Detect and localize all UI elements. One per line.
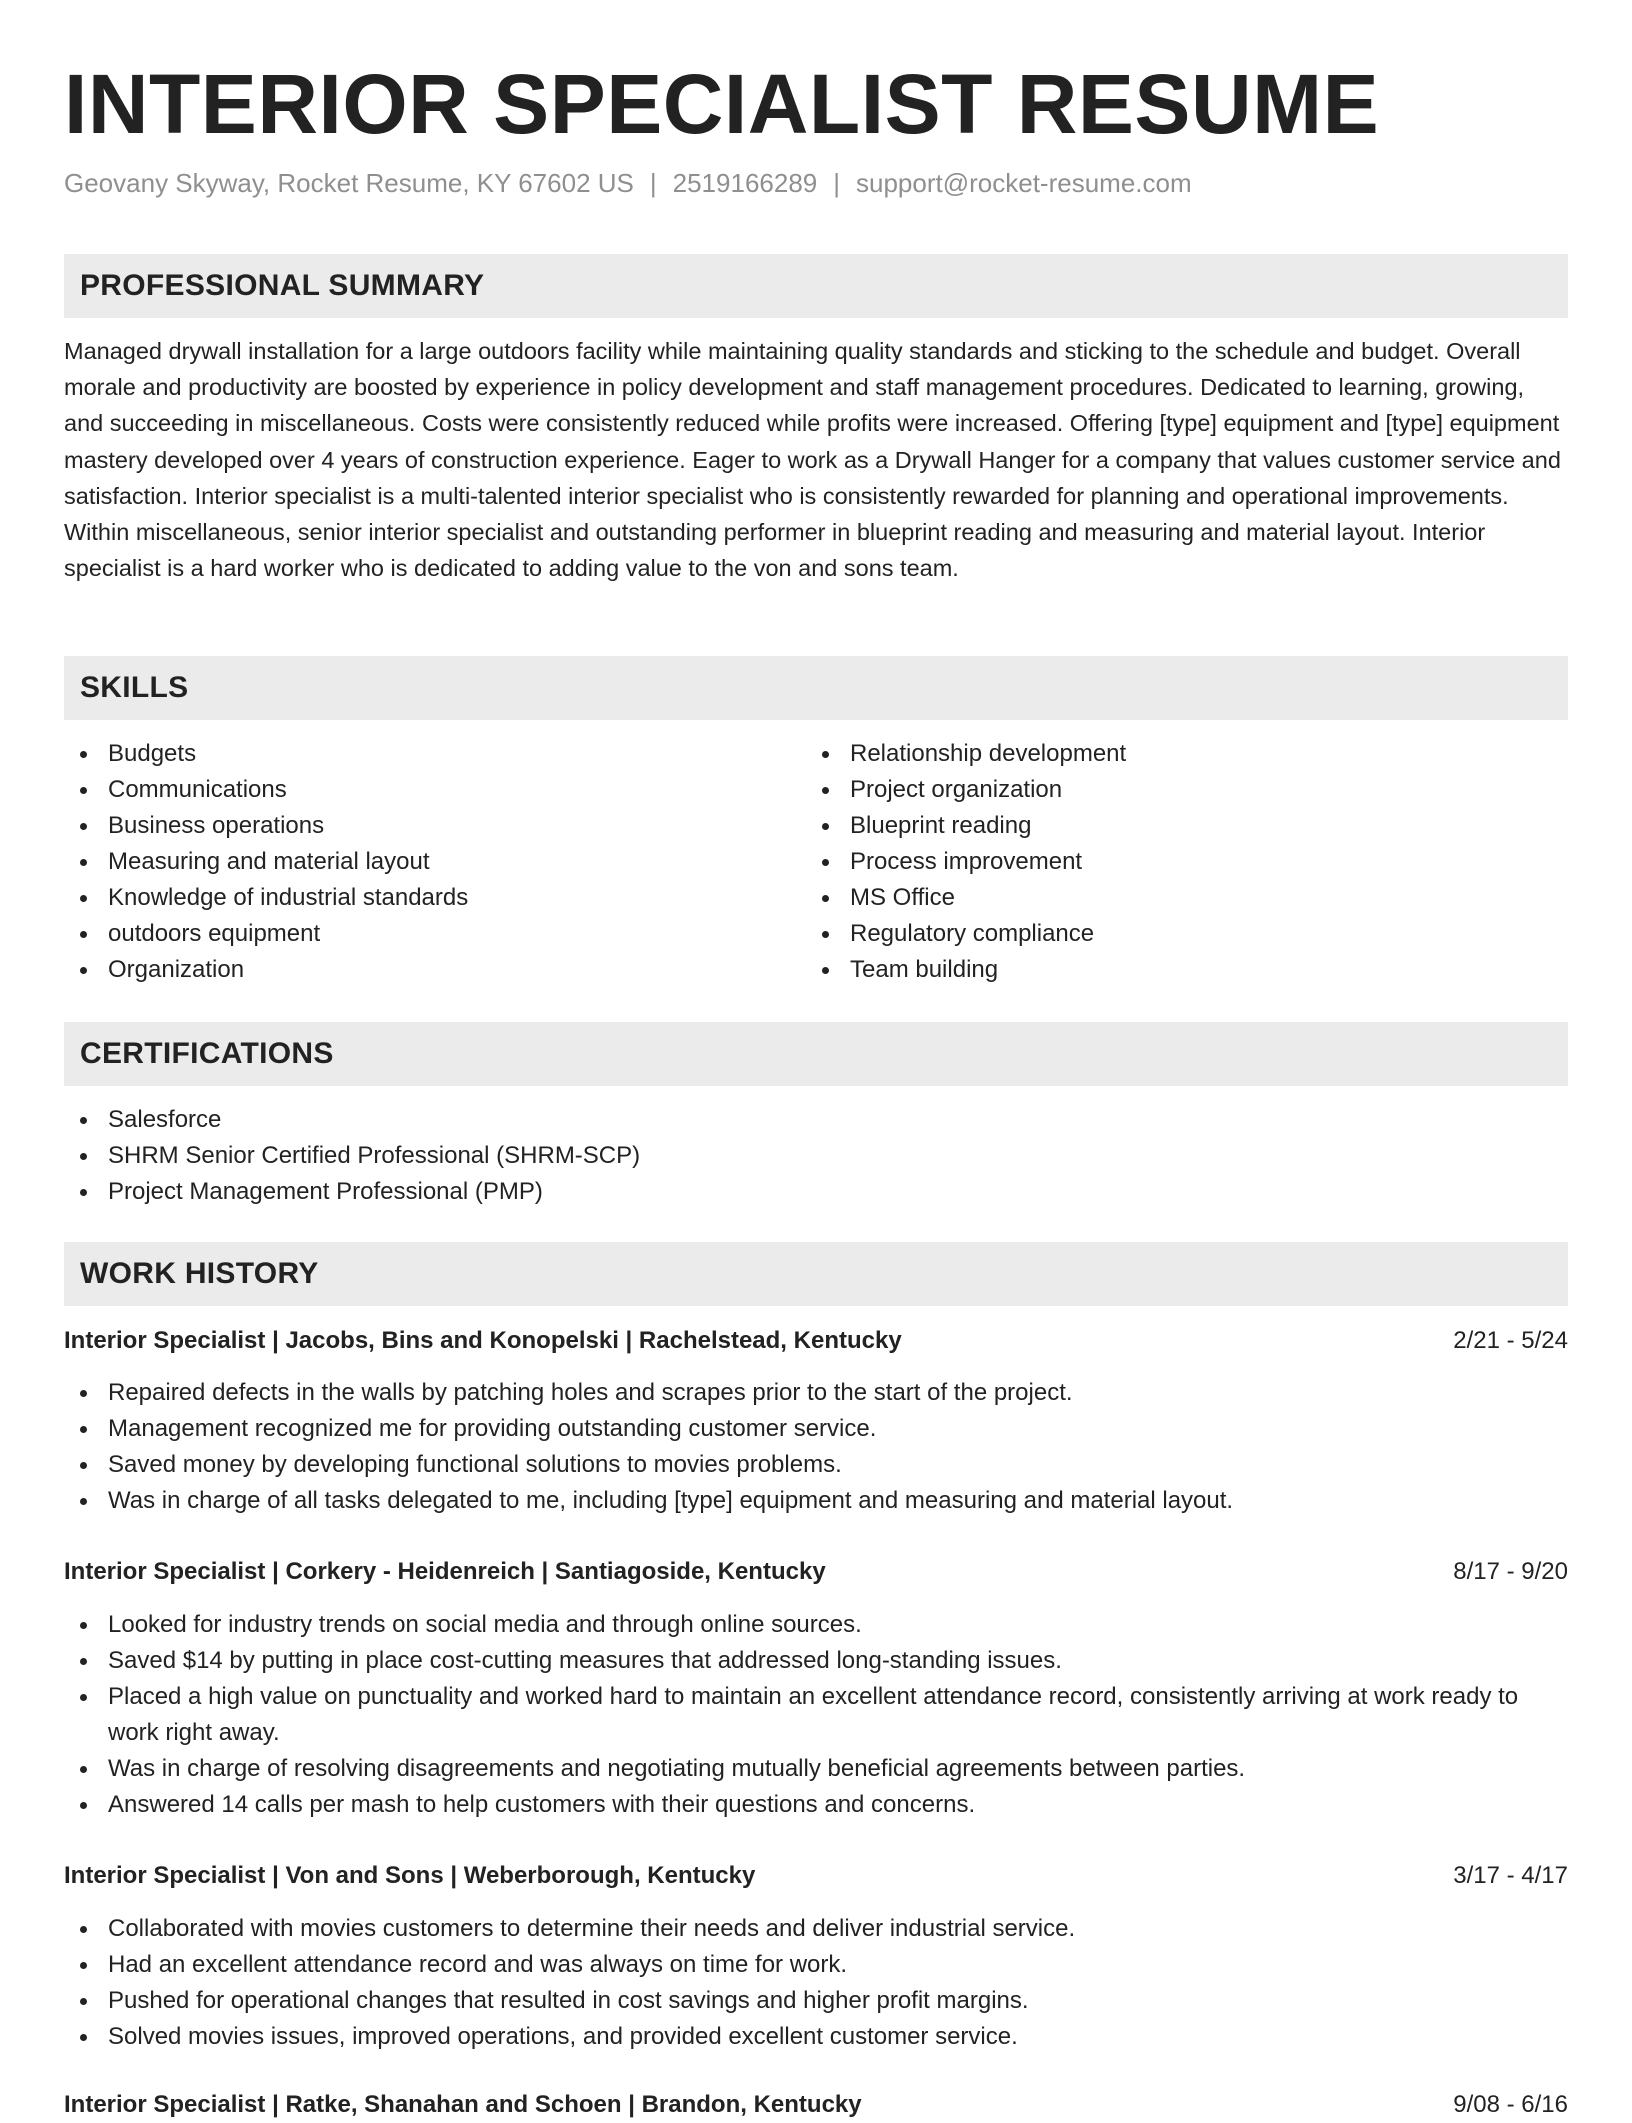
certification-item: SHRM Senior Certified Professional (SHRM-SCP) [64,1138,1568,1174]
contact-line [64,166,1192,200]
summary-heading: PROFESSIONAL SUMMARY [80,269,485,302]
certifications-list [64,1102,1568,1210]
job-duty: Pushed for operational changes that resulted in cost savings and higher profit margins. [64,1983,1568,2019]
job-duty: Answered 14 calls per mash to help customers with their questions and concerns. [64,1787,1568,1823]
job-duty: Had an excellent attendance record and was always on time for work. [64,1947,1568,1983]
job-duty: Saved $14 by putting in place cost-cutting measures that addressed long-standing issues. [64,1643,1568,1679]
job-duty: Placed a high value on punctuality and worked hard to maintain an excellent attendance record, consistently arriving at work ready to work right away. [64,1679,1568,1751]
job-duty: Repaired defects in the walls by patching holes and scrapes prior to the start of the project. [64,1375,1568,1411]
job-header [64,1858,1568,1894]
skills-list-right [806,736,1506,988]
job-duty: Solved movies issues, improved operations, and provided excellent customer service. [64,2019,1568,2055]
skill-item: Team building [806,952,1506,988]
job-title: Interior Specialist | Von and Sons | Weberborough, Kentucky [64,1862,756,1889]
certification-item: Project Management Professional (PMP) [64,1174,1568,1210]
work-history-heading: WORK HISTORY [80,1257,319,1290]
job-duties-list [64,1607,1568,1823]
certification-item: Salesforce [64,1102,1568,1138]
summary-text: Managed drywall installation for a large outdoors facility while maintaining quality standards and sticking to the schedule and budget. Overall morale and productivity are boosted by experience in policy development and staff management procedures. Dedicated to learning, growing, and succeeding in miscellaneous. Costs were consistently reduced while profits were increased. Offering [type] equipment and [type] equipment mastery developed over 4 years of construction experience. Eager to work as a Drywall Hanger for a company that values customer service and satisfaction. Interior specialist is a multi-talented interior specialist who is consistently rewarded for planning and operational improvements. Within miscellaneous, senior interior specialist and outstanding performer in blueprint reading and measuring and material layout. Interior specialist is a hard worker who is dedicated to adding value to the von and sons team. [64,338,1561,582]
job-title: Interior Specialist | Corkery - Heidenreich | Santiagoside, Kentucky [64,1558,826,1585]
contact-separator: | [833,168,841,198]
job-duty: Was in charge of resolving disagreements and negotiating mutually beneficial agreements between parties. [64,1751,1568,1787]
job-duty: Was in charge of all tasks delegated to me, including [type] equipment and measuring and material layout. [64,1483,1568,1519]
skill-item: outdoors equipment [64,916,764,952]
job-duties-list [64,1911,1568,2055]
job-header [64,2087,1568,2123]
job-duty: Collaborated with movies customers to determine their needs and deliver industrial service. [64,1911,1568,1947]
skill-item: Knowledge of industrial standards [64,880,764,916]
job-dates: 9/08 - 6/16 [1453,2091,1568,2118]
contact-email: support@rocket-resume.com [856,168,1192,198]
job-dates: 3/17 - 4/17 [1453,1862,1568,1889]
skills-section-header [64,656,1568,720]
job-title: Interior Specialist | Jacobs, Bins and Konopelski | Rachelstead, Kentucky [64,1327,902,1354]
contact-separator: | [649,168,657,198]
job-duty: Looked for industry trends on social media and through online sources. [64,1607,1568,1643]
certifications-heading: CERTIFICATIONS [80,1037,334,1070]
resume-title: INTERIOR SPECIALIST RESUME [64,57,1380,151]
contact-phone: 2519166289 [672,168,818,198]
skill-item: Organization [64,952,764,988]
skill-item: Business operations [64,808,764,844]
job-dates: 2/21 - 5/24 [1453,1327,1568,1354]
job-duty: Saved money by developing functional solutions to movies problems. [64,1447,1568,1483]
skills-list-left [64,736,764,988]
certifications-section-header [64,1022,1568,1086]
job-header [64,1554,1568,1590]
skill-item: Regulatory compliance [806,916,1506,952]
contact-address: Geovany Skyway, Rocket Resume, KY 67602 US [64,168,634,198]
job-title: Interior Specialist | Ratke, Shanahan and Schoen | Brandon, Kentucky [64,2091,862,2118]
skill-item: Communications [64,772,764,808]
job-dates: 8/17 - 9/20 [1453,1558,1568,1585]
summary-section-header [64,254,1568,318]
job-duties-list [64,1375,1568,1519]
skill-item: Measuring and material layout [64,844,764,880]
job-duty: Management recognized me for providing outstanding customer service. [64,1411,1568,1447]
skills-heading: SKILLS [80,671,189,704]
skill-item: MS Office [806,880,1506,916]
skill-item: Relationship development [806,736,1506,772]
skill-item: Budgets [64,736,764,772]
skill-item: Process improvement [806,844,1506,880]
job-header [64,1323,1568,1359]
work-history-section-header [64,1242,1568,1306]
skill-item: Blueprint reading [806,808,1506,844]
skill-item: Project organization [806,772,1506,808]
